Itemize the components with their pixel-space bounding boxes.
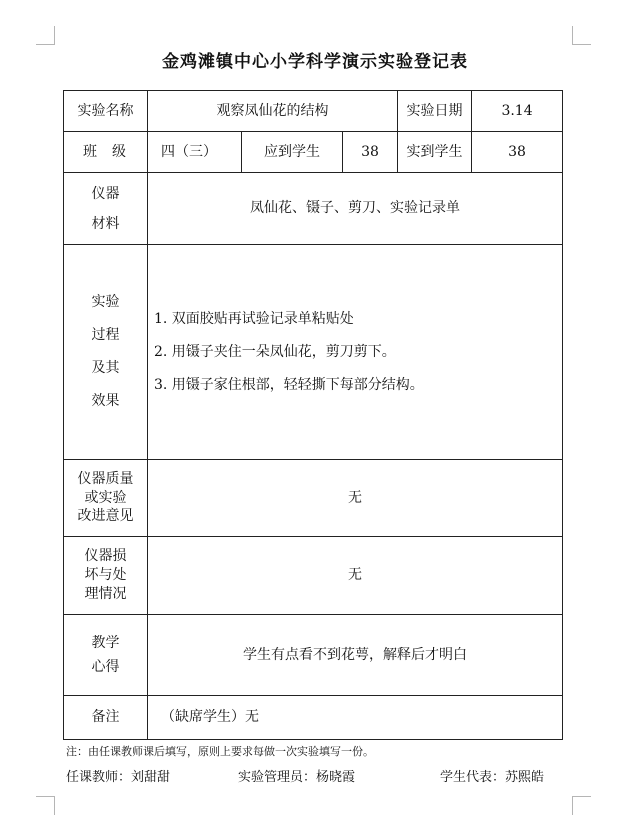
- process-label-line: 效果: [91, 393, 120, 409]
- materials-value: 凤仙花、镊子、剪刀、实验记录单: [148, 173, 563, 245]
- row-reflection: [64, 615, 563, 696]
- expected-students-value: 38: [361, 143, 379, 160]
- quality-label-line: 或实验: [84, 489, 127, 506]
- process-step: 2. 用镊子夹住一朵凤仙花，剪刀剪下。: [154, 343, 396, 360]
- actual-students-value: 38: [472, 132, 563, 173]
- damage-label: [64, 537, 148, 615]
- corner-mark-bottom-right: [572, 796, 591, 815]
- quality-label: [64, 460, 148, 537]
- signature-student-rep: 学生代表：苏熙皓: [440, 770, 545, 785]
- process-label: [64, 245, 148, 460]
- reflection-value: 学生有点看不到花萼，解释后才明白: [148, 615, 563, 696]
- experiment-date-value: 3.14: [472, 91, 563, 132]
- actual-students-label: 实到学生: [398, 132, 472, 173]
- experiment-name-label: 实验名称: [64, 91, 148, 132]
- quality-value: 无: [148, 460, 563, 537]
- damage-label-line: 仪器损: [84, 548, 127, 565]
- process-step: 1. 双面胶贴再试验记录单粘贴处: [154, 310, 354, 327]
- remarks-label: 备注: [64, 696, 148, 740]
- reflection-label: [64, 615, 148, 696]
- signature-lab-manager: 实验管理员：杨晓霞: [238, 770, 356, 785]
- row-damage: [64, 537, 563, 615]
- reflection-label-line: 教学: [91, 635, 120, 651]
- damage-value: 无: [148, 537, 563, 615]
- materials-label: [64, 173, 148, 245]
- process-label-line: 实验: [91, 294, 120, 310]
- row-process: [64, 245, 563, 460]
- expected-students-cell: [242, 132, 398, 173]
- process-label-line: 及其: [91, 360, 120, 376]
- footnote: 注：由任课教师课后填写，原则上要求每做一次实验填写一份。: [66, 745, 374, 758]
- class-label: 班 级: [64, 132, 148, 173]
- materials-label-line: 材料: [91, 215, 120, 232]
- corner-mark-top-left: [36, 26, 55, 45]
- signature-teacher: 任课教师：刘甜甜: [66, 770, 171, 785]
- corner-mark-bottom-left: [36, 796, 55, 815]
- experiment-name-value: 观察凤仙花的结构: [148, 91, 398, 132]
- registration-table: [63, 90, 563, 740]
- process-step: 3. 用镊子家住根部，轻轻撕下每部分结构。: [154, 376, 424, 393]
- expected-students-label: 应到学生: [242, 132, 343, 172]
- quality-label-line: 改进意见: [77, 508, 134, 525]
- row-materials: [64, 173, 563, 245]
- page-title: 金鸡滩镇中心小学科学演示实验登记表: [162, 52, 468, 72]
- remarks-value: （缺席学生）无: [148, 696, 563, 740]
- process-steps: [148, 245, 563, 460]
- row-experiment-name: [64, 91, 563, 132]
- damage-label-line: 坏与处: [84, 567, 127, 584]
- reflection-label-line: 心得: [91, 659, 120, 675]
- quality-label-line: 仪器质量: [77, 470, 134, 487]
- class-value: 四（三）: [148, 132, 242, 173]
- row-class: [64, 132, 563, 173]
- row-quality: [64, 460, 563, 537]
- materials-label-line: 仪器: [91, 185, 120, 202]
- experiment-date-label: 实验日期: [398, 91, 472, 132]
- process-label-line: 过程: [91, 327, 120, 343]
- damage-label-line: 理情况: [84, 585, 127, 602]
- corner-mark-top-right: [572, 26, 591, 45]
- row-remarks: [64, 696, 563, 740]
